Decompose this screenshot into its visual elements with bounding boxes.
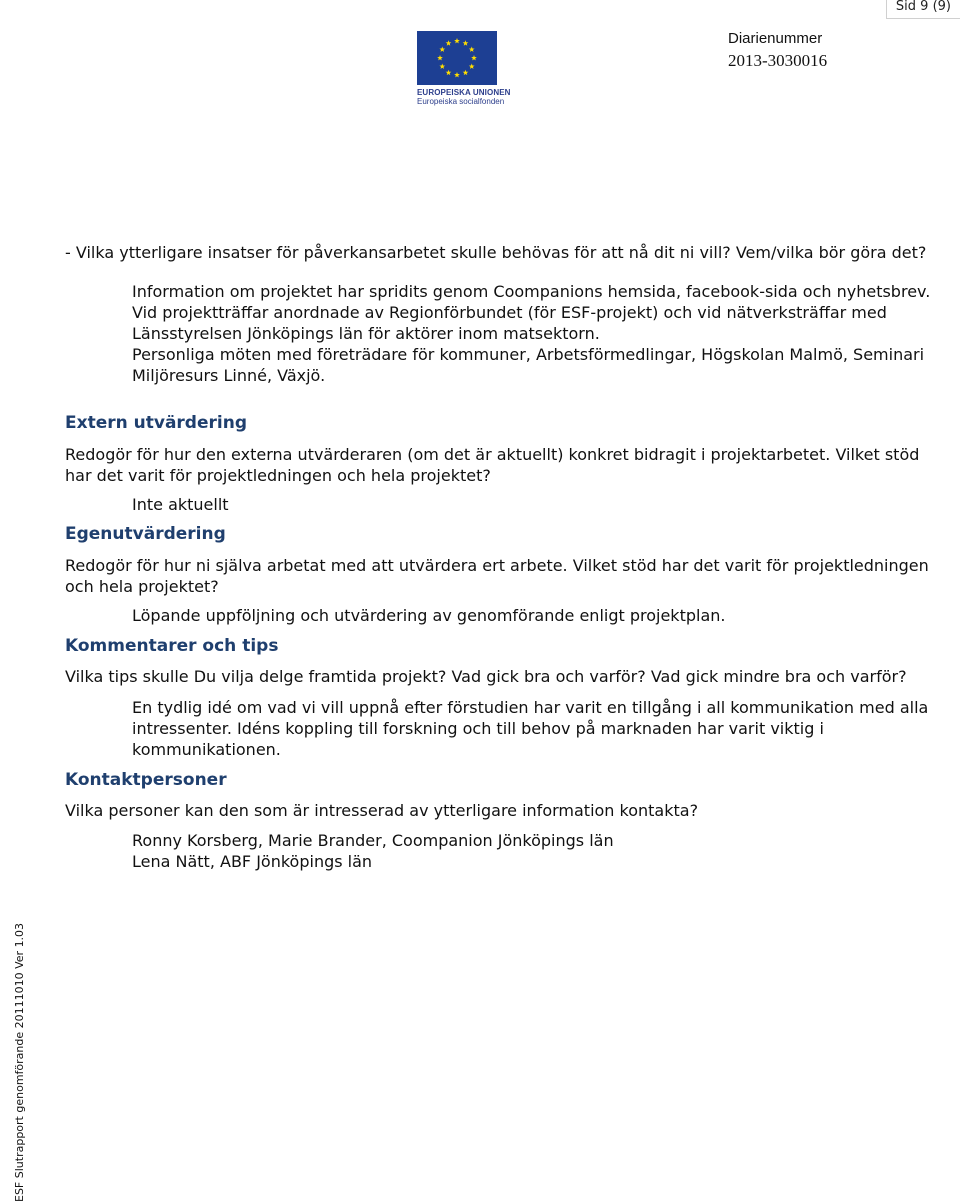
diarie-block xyxy=(728,30,827,72)
diarie-label: Diarienummer xyxy=(728,30,823,47)
heading-egenutvardering: Egenutvärdering xyxy=(65,524,226,544)
kontakt-answer-line-2: Lena Nätt, ABF Jönköpings län xyxy=(132,852,373,871)
kontakt-answer-line-1: Ronny Korsberg, Marie Brander, Coompanion Jönköpings län xyxy=(132,831,614,850)
kommentarer-question: Vilka tips skulle Du vilja delge framtida projekt? Vad gick bra och varför? Vad gick mindre bra och varför? xyxy=(65,667,907,686)
intro-question: - Vilka ytterligare insatser för påverkansarbetet skulle behövas för att nå dit ni vill? Vem/vilka bör göra det? xyxy=(65,243,927,262)
side-version-text: ESF Slutrapport genomförande 20111010 Ver 1.03 xyxy=(13,922,26,1202)
extern-answer: Inte aktuellt xyxy=(132,495,229,514)
eu-logo xyxy=(417,31,511,106)
intro-answer-2: Personliga möten med företrädare för kommuner, Arbetsförmedlingar, Högskolan Malmö, Seminari Miljöresurs Linné, Växjö. xyxy=(132,345,925,385)
egen-answer: Löpande uppföljning och utvärdering av genomförande enligt projektplan. xyxy=(132,606,726,625)
heading-kommentarer-och-tips: Kommentarer och tips xyxy=(65,636,279,656)
extern-question: Redogör för hur den externa utvärderaren (om det är aktuellt) konkret bidragit i projektarbetet. Vilket stöd har det varit för projektledningen och hela projektet? xyxy=(65,445,920,485)
kontakt-question: Vilka personer kan den som är intresserad av ytterligare information kontakta? xyxy=(65,801,699,820)
diarie-number: 2013-3030016 xyxy=(728,51,828,70)
kommentarer-answer: En tydlig idé om vad vi vill uppnå efter förstudien har varit en tillgång i all kommunikation med alla intressenter. Idéns koppling till forskning och till behov på marknaden har varit viktig i kommunikationen. xyxy=(132,698,929,759)
page-indicator: Sid 9 (9) xyxy=(886,0,960,19)
document-body xyxy=(65,242,945,872)
intro-answer-1: Information om projektet har spridits genom Coompanions hemsida, facebook-sida och nyhetsbrev. Vid projektträffar anordnade av Regionförbundet (för ESF-projekt) och vid nätverksträffar med Länsstyrelsen Jönköpings län för aktörer inom matsektorn. xyxy=(132,282,931,343)
logo-line-2: Europeiska socialfonden xyxy=(417,97,505,106)
egen-question: Redogör för hur ni själva arbetat med att utvärdera ert arbete. Vilket stöd har det varit för projektledningen och hela projektet? xyxy=(65,556,929,596)
eu-flag-icon xyxy=(417,31,497,85)
logo-line-1: EUROPEISKA UNIONEN xyxy=(417,88,511,97)
heading-kontaktpersoner: Kontaktpersoner xyxy=(65,770,227,790)
heading-extern-utvardering: Extern utvärdering xyxy=(65,413,247,433)
